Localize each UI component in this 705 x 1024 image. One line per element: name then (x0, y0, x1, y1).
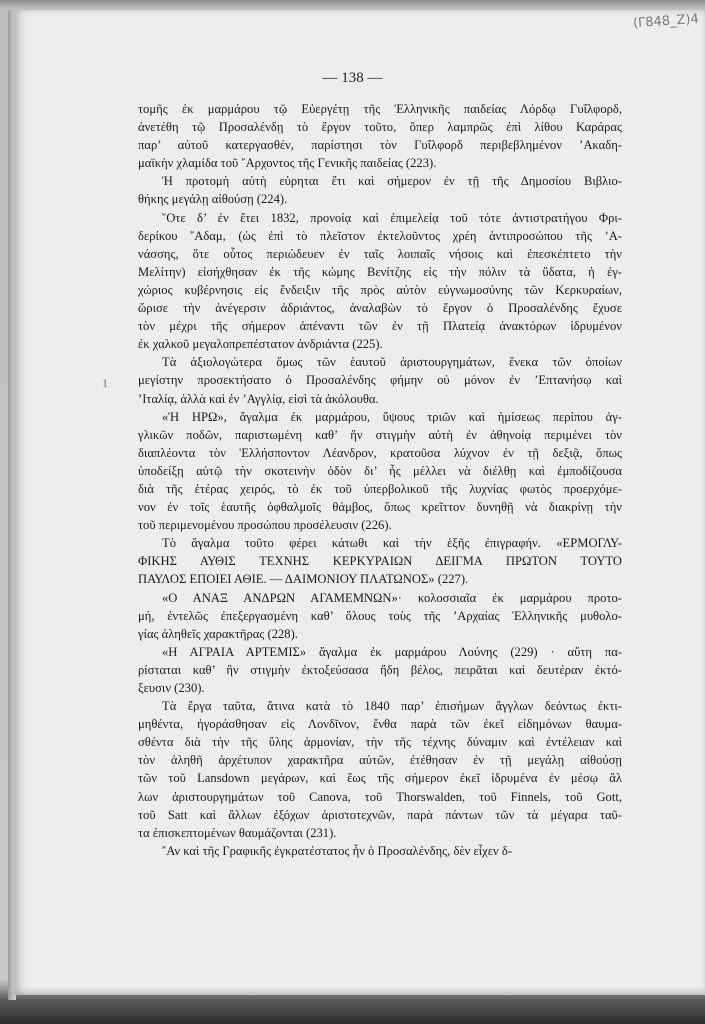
text-line: θήκης μεγάλῃ αἰθούσῃ (224). (138, 192, 288, 207)
text-line: δερίκου ῎Αδαμ, (ὡς ἐπὶ τὸ πλεῖστον ἐκτελοῦντος χρέη ἀντιπροσώπου τῆς ’Α- (138, 228, 622, 243)
text-line: γίας ἀληθεῖς χαρακτῆρας (228). (138, 626, 298, 641)
text-line: τὸν ἀληθῆ ἀρχέτυπον χαρακτῆρα αὐτῶν, ἐτέθησαν ἐν τῇ μεγάλῃ αἰθούσῃ (138, 753, 622, 768)
paragraph (138, 353, 622, 407)
text-line: ξευσιν (230). (138, 681, 205, 695)
text-line: Ἡ προτομὴ αὐτὴ εὑρηται ἔτι καὶ σήμερον ἐν τῇ τῆς Δημοσίου Βιβλιο- (162, 174, 622, 189)
text-line: Τὰ ἔργα ταῦτα, ἅτινα κατὰ τὸ 1840 παρ’ ἐπισήμων ἄγγλων δεόντως ἐκτι- (162, 699, 622, 714)
body-text (138, 100, 622, 860)
text-line: λων ἀριστουργημάτων τοῦ Canova, τοῦ Thorswalden, τοῦ Finnels, τοῦ Gott, (138, 789, 622, 804)
text-line: τοῦ περιμενομένου προσώπου προσέλευσιν (226). (138, 518, 392, 533)
text-line: Τὰ ἀξιολογώτερα ὅμως τῶν ἑαυτοῦ ἀριστουργημάτων, ἕνεκα τῶν ὁποίων (162, 355, 622, 370)
text-line: παρ’ αὐτοῦ κατεργασθέν, παρίστησι τὸν Γυΐλφορδ περιβεβλημένον ’Ακαδη- (138, 138, 622, 153)
text-line: «Ἡ ΗΡΩ», ἄγαλμα ἐκ μαρμάρου, ὕψους τριῶν καὶ ἡμίσεως περίπου ἀγ- (162, 409, 622, 424)
text-line: ΦΙΚΗΣ ΑΥΘΙΣ ΤΕΧΝΗΣ ΚΕΡΚΥΡΑΙΩΝ ΔΕΙΓΜΑ ΠΡΩΤΟΝ ΤΟΥΤΟ (138, 554, 622, 569)
text-line: ὥρισε τὴν ἀνέγερσιν ἀδριάντος, ἀναλαβὼν τὸ ἔργον ὁ Προσαλένδης ἔχυσε (138, 301, 622, 316)
text-line: διὰ τῆς ἑτέρας χειρός, τὸ ἐκ τοῦ ὑπερβολικοῦ τῆς λυχνίας φωτὸς προερχόμε- (138, 481, 622, 496)
text-line: ἀνετέθη τῷ Προσαλένδῃ τὸ ἔργον τοῦτο, ὅπερ λαμπρῶς ἐπὶ λίθου Καράρας (138, 120, 622, 135)
paragraph (138, 534, 622, 588)
text-line: χώριος κυβέρνησις εἰς ἔνδειξιν τῆς πρὸς αὐτὸν εὐγνωμοσύνης τῶν Κερκυραίων, (138, 282, 622, 297)
text-line: τοῦ Satt καὶ ἄλλων ἐξόχων ἀριστοτεχνῶν, παρὰ πάντων τῶν τὰ μέγαρα ταῦ- (138, 807, 622, 822)
text-line: ’Ιταλίᾳ, ἀλλὰ καὶ ἐν ’Αγγλίᾳ, εἰσὶ τὰ ἀκόλουθα. (138, 391, 379, 406)
text-line: σθέντα διὰ τὴν τῆς ὕλης ἁρμονίαν, τὴν τῆς τέχνης δύναμιν καὶ ἐντέλειαν καὶ (138, 735, 622, 750)
paragraph (138, 842, 622, 860)
paragraph (138, 408, 622, 535)
text-line: τῶν τοῦ Lansdown μεγάρων, καὶ ἕως τῆς σήμερον ἐκεῖ ἱδρυμένα ἐν μέσῳ ἄλ (138, 771, 622, 786)
paragraph (138, 589, 622, 643)
text-line: γλικῶν ποδῶν, παριστωμένη καθ’ ἣν στιγμὴν αὐτὴ ἐν ἀθηνοίᾳ περιμένει τὸν (138, 427, 622, 442)
text-line: τα ἐπισκεπτομένων θαυμάζονται (231). (138, 825, 337, 840)
page-number: — 138 — (322, 70, 383, 86)
text-line: «Η ΑΓΡΑΙΑ ΑΡΤΕΜΙΣ» ἄγαλμα ἐκ μαρμάρου Λούνης (229) · αὕτη πα- (162, 644, 622, 659)
text-line: ΠΑΥΛΟΣ ΕΠΟΙΕΙ ΑΘΙΕ. — ΔΑΙΜΟΝΙΟΥ ΠΛΑΤΩΝΟΣ» (227). (138, 572, 469, 587)
text-line: νον ἐν τοῖς ἑαυτῆς ὀφθαλμοῖς θάμβος, ὅπως κρεῖττον δυνηθῇ νὰ διακρίνῃ τὴν (138, 500, 622, 515)
paragraph (138, 100, 622, 172)
archive-handwritten-mark: (Γ848_Ζ)4 (632, 11, 700, 32)
text-line: ὑποδείξῃ αὐτῷ τὴν σκοτεινὴν ὁδὸν δι’ ἧς μέλλει νὰ διέλθῃ καὶ ἐμποδίζουσα (138, 463, 622, 478)
text-line: μηθέντα, ἠγοράσθησαν εἰς Λονδῖνον, ἔνθα παρὰ τῶν ἐκεῖ εἰδημόνων θαυμα- (138, 717, 622, 732)
text-line: μεγίστην προσεκτήσατο ὁ Προσαλένδης φήμην οὐ μόνον ἐν ’Επτανήσῳ καὶ (138, 373, 622, 388)
paragraph (138, 209, 622, 354)
text-line: Τὸ ἄγαλμα τοῦτο φέρει κάτωθι καὶ τὴν ἑξῆς ἐπιγραφήν. «ΕΡΜΟΓΛΥ- (162, 536, 622, 551)
text-line: ρίσταται καθ’ ἣν στιγμὴν ἐκτοξεύσασα ἤδη βέλος, πειρᾶται καὶ δευτέραν ἐκτό- (138, 662, 622, 677)
paragraph (138, 697, 622, 842)
text-line: ῎Αν καὶ τῆς Γραφικῆς ἐγκρατέστατος ἦν ὁ Προσαλένδης, δὲν εἶχεν δ- (162, 843, 513, 858)
text-line: τὸν μέχρι τῆς σήμερον ἀπέναντι τῶν ἐν τῇ Πλατείᾳ ἀνακτόρων ἱδρυμένον (138, 319, 622, 334)
text-line: μαϊκὴν χλαμίδα τοῦ ῎Αρχοντος τῆς Γενικῆς παιδείας (223). (138, 156, 437, 171)
text-line: ῞Οτε δ’ ἐν ἔτει 1832, προνοίᾳ καὶ ἐπιμελείᾳ τοῦ τότε ἀντιστρατήγου Φρι- (162, 210, 622, 225)
text-line: νάσσης, ὅτε οὗτος περιώδευεν ἐν ταῖς λοιπαῖς νήσοις καὶ ἐπεσκέπτετο τὴν (138, 246, 622, 261)
margin-mark: 1 (102, 376, 108, 390)
text-line: «Ο ΑΝΑΞ ΑΝΔΡΩΝ ΑΓΑΜΕΜΝΩΝ»· κολοσσιαῖα ἐκ μαρμάρου προτο- (162, 590, 622, 605)
text-line: ἐκ χαλκοῦ μεγαλοπρεπέστατον ἀνδριάντα (225). (138, 337, 383, 352)
text-line: Μελίτην) εἰσήχθησαν ἐκ τῆς κώμης Βενίτζης εἰς τὴν πόλιν τὰ ὕδατα, ἡ ἐγ- (138, 264, 622, 279)
text-line: μή, ἐντελῶς ἐπεξεργασμένη καθ’ ὅλους τοὺς τῆς ’Αρχαίας Ἑλληνικῆς μυθολο- (138, 608, 622, 623)
text-line: τομῆς ἐκ μαρμάρου τῷ Εὐεργέτῃ τῆς Ἑλληνικῆς παιδείας Λόρδῳ Γυΐλφορδ, (138, 102, 622, 116)
text-line: διαπλέοντα τὸν Ἑλλήσποντον Λέανδρον, κρατοῦσα λύχνον ἐν τῇ δεξιᾷ, ὅπως (138, 445, 622, 460)
paragraph (138, 643, 622, 697)
paragraph (138, 172, 622, 208)
